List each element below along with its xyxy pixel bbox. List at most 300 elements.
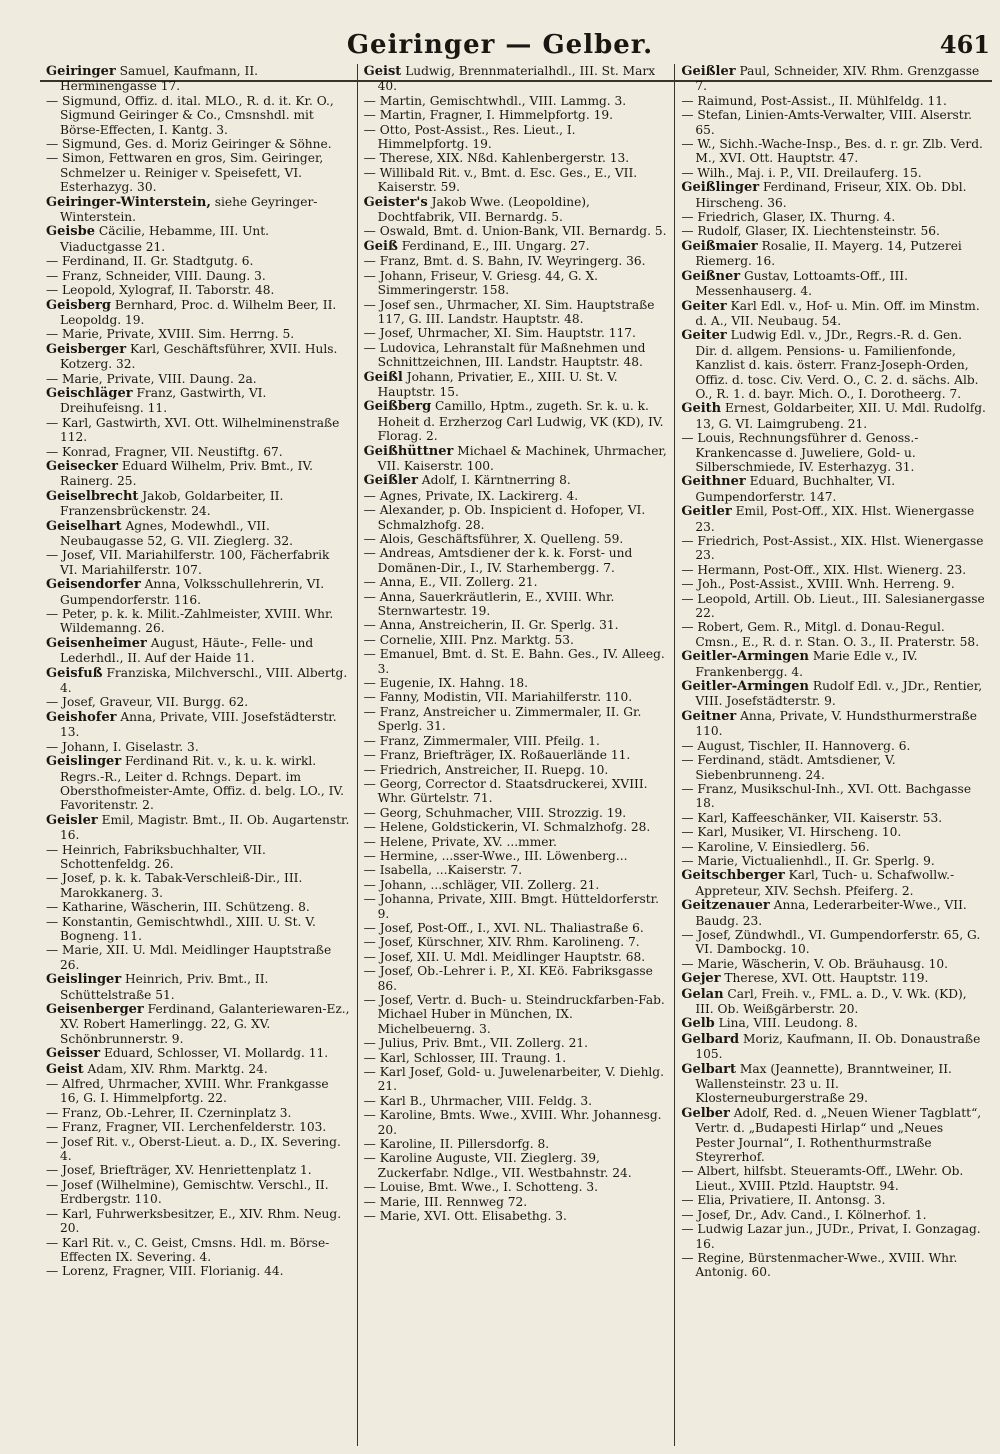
page-header xyxy=(0,22,1000,66)
directory-entry xyxy=(364,950,669,964)
directory-entry xyxy=(46,740,351,754)
directory-entry xyxy=(364,863,669,877)
entry-surname: Gelber xyxy=(681,1105,730,1121)
directory-entry xyxy=(46,459,351,489)
entry-details: — Friedrich, Post-Assist., XIX. Hlst. Wienergasse 23. xyxy=(681,534,984,563)
entry-surname: Geisendorfer xyxy=(46,577,141,593)
entry-details: — Karl Rit. v., C. Geist, Cmsns. Hdl. m. Börse-Effecten IX. Severing. 4. xyxy=(46,1235,330,1264)
directory-entry xyxy=(46,64,351,94)
directory-entry xyxy=(364,964,669,993)
entry-details: Paul, Schneider, XIV. Rhm. Grenzgasse 7. xyxy=(695,64,980,94)
entry-surname: Gejer xyxy=(681,971,721,987)
entry-surname: Geislinger xyxy=(46,754,122,770)
directory-entry xyxy=(364,341,669,370)
directory-entry xyxy=(46,151,351,194)
directory-entry xyxy=(681,1062,986,1106)
directory-entry xyxy=(364,1180,669,1194)
entry-surname: Geißlinger xyxy=(681,180,760,196)
entry-surname: Geiß xyxy=(363,238,398,254)
entry-details: — Friedrich, Glaser, IX. Thurng. 4. xyxy=(681,210,896,225)
entry-details: — Georg, Schuhmacher, VIII. Strozzig. 19. xyxy=(363,805,627,820)
directory-entry xyxy=(46,224,351,254)
entry-details: — Ferdinand, II. Gr. Stadtgutg. 6. xyxy=(46,254,254,269)
directory-entry xyxy=(681,577,986,591)
directory-entry xyxy=(46,754,351,813)
entry-details: — Josef, p. k. k. Tabak-Verschleiß-Dir., III. Marokkanerg. 3. xyxy=(46,871,303,900)
entry-surname: Geißhüttner xyxy=(363,443,454,459)
entry-details: Karl, Tuch- u. Schafwollw.-Appreteur, XIV. Sechsh. Pfeiferg. 2. xyxy=(695,868,955,898)
entry-surname: Geisfuß xyxy=(46,665,103,681)
entry-surname: Geißmaier xyxy=(681,238,758,254)
entry-details: — Josef, Uhrmacher, XI. Sim. Hauptstr. 117. xyxy=(363,326,636,341)
entry-surname: Geiringer-Winterstein, xyxy=(46,194,211,210)
entry-details: — Franz, Anstreicher u. Zimmermaler, II. Gr. Sperlg. 31. xyxy=(363,704,642,734)
entry-details: Rosalie, II. Mayerg. 14, Putzerei Riemerg. 16. xyxy=(695,238,962,269)
directory-entry xyxy=(681,1016,986,1031)
entry-surname: Gelbard xyxy=(681,1031,740,1047)
directory-entry xyxy=(46,519,351,549)
directory-entry xyxy=(364,849,669,863)
directory-entry xyxy=(46,1163,351,1177)
directory-entry xyxy=(364,921,669,935)
directory-entry xyxy=(364,224,669,238)
entry-details: — Julius, Priv. Bmt., VII. Zollerg. 21. xyxy=(363,1036,589,1051)
entry-surname: Geith xyxy=(681,401,722,417)
entry-details: — W., Sichh.-Wache-Insp., Bes. d. r. gr. Zlb. Verd. M., XVI. Ott. Hauptstr. 47. xyxy=(681,137,983,166)
entry-surname: Geißberg xyxy=(363,399,432,415)
entry-surname: Gelbart xyxy=(681,1061,737,1077)
directory-entry xyxy=(46,1002,351,1046)
directory-entry xyxy=(681,620,986,649)
directory-entry xyxy=(364,1051,669,1065)
directory-entry xyxy=(364,1195,669,1209)
directory-entry xyxy=(364,195,669,225)
directory-entry xyxy=(681,563,986,577)
entry-details: — Franz, Briefträger, IX. Roßauerlände 11. xyxy=(363,748,631,763)
entry-details: Marie Edle v., IV. Frankenbergg. 4. xyxy=(695,649,918,679)
entry-surname: Geister's xyxy=(363,194,428,210)
entry-details: — Friedrich, Anstreicher, II. Ruepg. 10. xyxy=(363,762,609,777)
entry-details: Anna, Lederarbeiter-Wwe., VII. Baudg. 23. xyxy=(695,898,967,928)
entry-details: — Johann, ...schläger, VII. Zollerg. 21. xyxy=(363,877,600,892)
entry-surname: Geist xyxy=(363,64,402,79)
entry-details: Agnes, Modewhdl., VII. Neubaugasse 52, G. VII. Zieglerg. 32. xyxy=(60,518,294,548)
entry-details: — Anna, Sauerkräutlerin, E., XVIII. Whr. Sternwartestr. 19. xyxy=(363,589,615,619)
entry-details: Moriz, Kaufmann, II. Ob. Donaustraße 105. xyxy=(695,1031,981,1062)
entry-details: — Josef, Zündwhdl., VI. Gumpendorferstr. 65, G. VI. Dambockg. 10. xyxy=(681,927,981,957)
entry-surname: Geitler-Armingen xyxy=(681,679,810,695)
entry-details: Karl, Geschäftsführer, XVII. Huls. Kotzerg. 32. xyxy=(60,341,338,372)
directory-entry xyxy=(364,835,669,849)
entry-details: — Regine, Bürstenmacher-Wwe., XVIII. Whr. Antonig. 60. xyxy=(681,1250,958,1280)
directory-entry xyxy=(46,1178,351,1207)
entry-details: Camillo, Hptm., zugeth. Sr. k. u. k. Hoheit d. Erzherzog Carl Ludwig, VK (KD), IV. Florag. 2. xyxy=(377,399,664,444)
entry-details: — Konstantin, Gemischtwhdl., XIII. U. St. V. Bogneng. 11. xyxy=(46,914,316,943)
entry-details: — Karl B., Uhrmacher, VIII. Feldg. 3. xyxy=(363,1093,593,1108)
directory-entry xyxy=(364,108,669,122)
entry-details: — Franz, Fragner, VII. Lerchenfelderstr. 103. xyxy=(46,1120,327,1135)
entry-details: Ludwig Edl. v., JDr., Regrs.-R. d. Gen. Dir. d. allgem. Pensions- u. Familienfonde, Kanzlist d. kais. österr. Franz-Joseph-Orden, Offiz. d. tosc. Civ. Verd. O., C. 2. d. sächs. Alb. O., R. 1. d. bayr. Mich. O., I. Dorotheerg. 7. xyxy=(695,328,979,401)
entry-details: — Johanna, Private, XIII. Bmgt. Hütteldorferstr. 9. xyxy=(363,892,659,921)
directory-entry xyxy=(681,504,986,534)
directory-entry xyxy=(46,327,351,341)
directory-entry xyxy=(681,269,986,299)
entry-details: Ludwig, Brennmaterialhdl., III. St. Marx 40. xyxy=(377,64,656,94)
entry-details: — Agnes, Private, IX. Lackirerg. 4. xyxy=(363,488,579,503)
entry-details: Emil, Magistr. Bmt., II. Ob. Augartenstr. 16. xyxy=(60,812,350,843)
directory-entry xyxy=(364,734,669,748)
entry-details: Cäcilie, Hebamme, III. Unt. Viaductgasse 21. xyxy=(60,224,270,254)
directory-entry xyxy=(364,239,669,254)
directory-entry xyxy=(364,1094,669,1108)
entry-surname: Geislinger xyxy=(46,972,122,988)
directory-entry xyxy=(681,137,986,166)
directory-entry xyxy=(364,1209,669,1223)
entry-details: — Louise, Bmt. Wwe., I. Schotteng. 3. xyxy=(363,1180,599,1195)
entry-details: August, Häute-, Felle- und Lederhdl., II. Auf der Haide 11. xyxy=(60,635,314,666)
directory-entry xyxy=(681,1208,986,1222)
entry-surname: Geishofer xyxy=(46,709,117,725)
entry-details: — Marie, XII. U. Mdl. Meidlinger Hauptstraße 26. xyxy=(46,943,332,972)
directory-entry xyxy=(681,840,986,854)
entry-details: — Marie, III. Rennweg 72. xyxy=(363,1194,528,1209)
directory-entry xyxy=(681,1222,986,1251)
directory-entry xyxy=(364,633,669,647)
directory-entry xyxy=(364,444,669,474)
entry-details: — Josef, Graveur, VII. Burgg. 62. xyxy=(46,695,249,710)
directory-entry xyxy=(46,298,351,328)
entry-surname: Geitschberger xyxy=(681,868,785,884)
directory-entry xyxy=(46,386,351,416)
entry-details: — Karl, Musiker, VI. Hirscheng. 10. xyxy=(681,825,902,840)
directory-entry xyxy=(46,1106,351,1120)
entry-details: — Leopold, Artill. Ob. Lieut., III. Salesianergasse 22. xyxy=(681,591,985,621)
directory-entry xyxy=(681,299,986,329)
directory-entry xyxy=(364,892,669,921)
entry-details: Anna, Private, VIII. Josefstädterstr. 13. xyxy=(60,709,337,740)
entry-details: — Franz, Ob.-Lehrer, II. Czerninplatz 3. xyxy=(46,1105,292,1120)
directory-entry xyxy=(364,298,669,327)
entry-details: — Marie, XVI. Ott. Elisabethg. 3. xyxy=(363,1209,567,1224)
directory-entry xyxy=(681,782,986,811)
entry-details: — Isabella, ...Kaiserstr. 7. xyxy=(363,863,523,878)
entry-surname: Geiringer xyxy=(46,64,116,79)
directory-entry xyxy=(46,342,351,372)
entry-details: — Marie, Private, VIII. Daung. 2a. xyxy=(46,371,257,386)
entry-details: Max (Jeannette), Branntweiner, II. Wallensteinstr. 23 u. II. Klosterneuburgerstraße 29. xyxy=(695,1061,952,1106)
directory-entry xyxy=(46,195,351,225)
directory-entry xyxy=(364,618,669,632)
entry-details: Samuel, Kaufmann, II. Herminengasse 17. xyxy=(60,64,259,94)
directory-entry xyxy=(681,224,986,238)
directory-entry xyxy=(681,971,986,986)
entry-surname: Geitner xyxy=(681,708,737,724)
entry-details: — Karoline, II. Pillersdorfg. 8. xyxy=(363,1137,550,1152)
directory-entry xyxy=(46,871,351,900)
entry-details: — Peter, p. k. k. Milit.-Zahlmeister, XVIII. Whr. Wildemanng. 26. xyxy=(46,607,334,636)
entry-details: — Ludovica, Lehranstalt für Maßnehmen und Schnittzeichnen, III. Landstr. Hauptstr. 48. xyxy=(363,340,646,370)
directory-entry xyxy=(46,636,351,666)
entry-details: — Martin, Fragner, I. Himmelpfortg. 19. xyxy=(363,108,613,123)
directory-entry xyxy=(46,548,351,577)
directory-entry xyxy=(364,1137,669,1151)
directory-entry xyxy=(681,709,986,739)
directory-entry xyxy=(364,575,669,589)
directory-entry xyxy=(364,123,669,152)
entry-details: — Karoline Auguste, VII. Zieglerg. 39, Zuckerfabr. Ndlge., VII. Westbahnstr. 24. xyxy=(363,1151,632,1180)
directory-entry xyxy=(681,166,986,180)
directory-entry xyxy=(46,666,351,696)
directory-entry xyxy=(681,987,986,1017)
entry-details: — Alfred, Uhrmacher, XVIII. Whr. Frankgasse 16, G. I. Himmelpfortg. 22. xyxy=(46,1077,329,1106)
entry-details: Therese, XVI. Ott. Hauptstr. 119. xyxy=(724,971,929,986)
directory-entry xyxy=(364,532,669,546)
entry-surname: Geisberg xyxy=(46,297,111,313)
entry-details: — Josef, Vertr. d. Buch- u. Steindruckfarben-Fab. Michael Huber in München, IX. Michelbeuerng. 3. xyxy=(363,993,665,1036)
directory-entry xyxy=(364,993,669,1036)
entry-details: Adolf, Red. d. „Neuen Wiener Tagblatt“, Vertr. d. „Budapesti Hirlap“ und „Neues Pester Journal“, I. Rothenthurmstraße Steyrerhof. xyxy=(695,1105,982,1165)
entry-details: — Martin, Gemischtwhdl., VIII. Lammg. 3. xyxy=(363,93,627,108)
directory-entry xyxy=(681,401,986,431)
directory-entry xyxy=(364,676,669,690)
entry-details: — Andreas, Amtsdiener der k. k. Forst- und Domänen-Dir., I., IV. Starhembergg. 7. xyxy=(363,546,633,575)
entry-details: — Rudolf, Glaser, IX. Liechtensteinstr. 56. xyxy=(681,224,940,239)
entry-surname: Geisenheimer xyxy=(46,635,147,651)
directory-entry xyxy=(46,283,351,297)
directory-entry xyxy=(364,748,669,762)
entry-details: — Heinrich, Fabriksbuchhalter, VII. Schottenfeldg. 26. xyxy=(46,842,266,871)
entry-details: — Karl, Gastwirth, XVI. Ott. Wilhelminenstraße 112. xyxy=(46,415,340,445)
directory-entry xyxy=(46,1046,351,1061)
directory-entry xyxy=(364,763,669,777)
entry-surname: Geißner xyxy=(681,268,741,284)
directory-entry xyxy=(681,64,986,94)
directory-entry xyxy=(46,710,351,740)
entry-details: — Stefan, Linien-Amts-Verwalter, VIII. Alserstr. 65. xyxy=(681,108,973,137)
entry-details: — Ferdinand, städt. Amtsdiener, V. Siebenbrunneng. 24. xyxy=(681,753,896,782)
entry-details: Emil, Post-Off., XIX. Hlst. Wienergasse 23. xyxy=(695,504,975,534)
directory-entry xyxy=(46,577,351,607)
entry-details: Anna, Volksschullehrerin, VI. Gumpendorferstr. 116. xyxy=(60,577,325,607)
directory-entry xyxy=(681,649,986,679)
entry-details: Heinrich, Priv. Bmt., II. Schüttelstraße 51. xyxy=(60,972,269,1002)
entry-details: — Sigmund, Offiz. d. ital. MLO., R. d. it. Kr. O., Sigmund Geiringer & Co., Cmsnshdl. mit Börse-Effecten, I. Kantg. 3. xyxy=(46,93,334,137)
entry-surname: Gelb xyxy=(681,1016,715,1032)
entry-details: — Therese, XIX. Nßd. Kahlenbergerstr. 13. xyxy=(363,151,630,166)
entry-details: — Johann, Friseur, V. Griesg. 44, G. X. Simmeringerstr. 158. xyxy=(363,268,598,298)
entry-surname: Geisecker xyxy=(46,458,118,474)
directory-entry xyxy=(681,108,986,137)
entry-details: — Josef sen., Uhrmacher, XI. Sim. Hauptstraße 117, G. III. Landstr. Hauptstr. 48. xyxy=(363,297,655,326)
entry-details: Ferdinand Rit. v., k. u. k. wirkl. Regrs.-R., Leiter d. Rchngs. Depart. im Obersthofmeister-Amte, Offiz. d. belg. LO., IV. Favoritenstr. 2. xyxy=(60,754,344,813)
entry-details: — Karl Josef, Gold- u. Juwelenarbeiter, V. Diehlg. 21. xyxy=(363,1065,664,1094)
entry-details: — Joh., Post-Assist., XVIII. Wnh. Herreng. 9. xyxy=(681,577,955,592)
entry-details: — August, Tischler, II. Hannoverg. 6. xyxy=(681,738,911,753)
directory-entry xyxy=(681,534,986,563)
directory-entry xyxy=(46,1236,351,1265)
entry-details: Karl Edl. v., Hof- u. Min. Off. im Minstm. d. A., VII. Neubaug. 54. xyxy=(695,298,980,328)
entry-details: — Karl, Fuhrwerksbesitzer, E., XIV. Rhm. Neug. 20. xyxy=(46,1206,342,1236)
entry-details: — Anna, Anstreicherin, II. Gr. Sperlg. 31. xyxy=(363,618,619,633)
directory-entry xyxy=(681,1251,986,1280)
entry-surname: Geisser xyxy=(46,1046,101,1062)
entry-surname: Geiter xyxy=(681,298,727,314)
entry-details: Ferdinand, Galanteriewaren-Ez., XV. Robert Hamerlingg. 22, G. XV. Schönbrunnerstr. 9. xyxy=(60,1002,350,1046)
entry-details: Ferdinand, E., III. Ungarg. 27. xyxy=(401,238,590,253)
entry-details: Adolf, I. Kärntnerring 8. xyxy=(421,473,571,488)
directory-entry xyxy=(46,843,351,872)
directory-entry xyxy=(46,254,351,268)
directory-entry xyxy=(364,473,669,488)
directory-entry xyxy=(681,239,986,269)
entry-details: Jakob Wwe. (Leopoldine), Dochtfabrik, VII. Bernardg. 5. xyxy=(377,194,590,225)
directory-entry xyxy=(364,166,669,195)
directory-entry xyxy=(364,546,669,575)
entry-surname: Geisberger xyxy=(46,341,127,357)
entry-details: — Leopold, Xylograf, II. Taborstr. 48. xyxy=(46,283,275,298)
directory-entry xyxy=(46,915,351,944)
entry-details: — Karoline, Bmts. Wwe., XVIII. Whr. Johannesg. 20. xyxy=(363,1108,662,1137)
directory-entry xyxy=(681,868,986,898)
entry-details: — Josef Rit. v., Oberst-Lieut. a. D., IX. Severing. 4. xyxy=(46,1134,341,1164)
directory-entry xyxy=(364,1151,669,1180)
directory-entry xyxy=(364,503,669,532)
entry-details: Michael & Machinek, Uhrmacher, VII. Kaiserstr. 100. xyxy=(377,443,667,473)
entry-details: — Karl, Schlosser, III. Traung. 1. xyxy=(363,1050,567,1065)
entry-details: — Ludwig Lazar jun., JUDr., Privat, I. Gonzagag. 16. xyxy=(681,1222,981,1251)
entry-surname: Geist xyxy=(46,1061,84,1077)
directory-entry xyxy=(46,445,351,459)
entry-details: Ernest, Goldarbeiter, XII. U. Mdl. Rudolfg. 13, G. VI. Laimgrubeng. 21. xyxy=(695,401,986,431)
directory-entry xyxy=(681,474,986,504)
directory-entry xyxy=(46,1207,351,1236)
entry-details: — Katharine, Wäscherin, III. Schützeng. 8. xyxy=(46,900,310,915)
entry-details: Franziska, Milchverschl., VIII. Albertg. 4. xyxy=(60,665,348,696)
directory-entry xyxy=(46,94,351,137)
directory-entry xyxy=(46,943,351,972)
directory-entry xyxy=(46,1135,351,1164)
entry-surname: Geithner xyxy=(681,474,746,490)
directory-entry xyxy=(364,1036,669,1050)
directory-entry xyxy=(681,679,986,709)
directory-entry xyxy=(46,137,351,151)
entry-details: — Otto, Post-Assist., Res. Lieut., I. Himmelpfortg. 19. xyxy=(363,122,576,152)
directory-entry xyxy=(681,1193,986,1207)
column-3 xyxy=(674,64,992,1446)
entry-details: — Marie, Victualienhdl., II. Gr. Sperlg. 9. xyxy=(681,853,935,868)
directory-entry xyxy=(364,647,669,676)
entry-details: — Elia, Privatiere, II. Antonsg. 3. xyxy=(681,1193,886,1208)
directory-entry xyxy=(364,399,669,443)
entry-details: — Hermine, ...sser-Wwe., III. Löwenberg... xyxy=(363,848,628,863)
entry-details: Franz, Gastwirth, VI. Dreihufeisng. 11. xyxy=(60,385,267,416)
directory-entry xyxy=(364,254,669,268)
directory-entry xyxy=(364,94,669,108)
directory-entry xyxy=(364,1065,669,1094)
entry-details: — Lorenz, Fragner, VIII. Florianig. 44. xyxy=(46,1264,284,1279)
entry-details: siehe Geyringer-Winterstein. xyxy=(60,194,318,225)
entry-surname: Geißl xyxy=(363,369,403,385)
entry-details: — Simon, Fettwaren en gros, Sim. Geiringer, Schmelzer u. Reiniger v. Speisefett, VI. Esterhazyg. 30. xyxy=(46,151,324,195)
directory-entry xyxy=(364,690,669,704)
entry-details: — Cornelie, XIII. Pnz. Marktg. 53. xyxy=(363,632,574,647)
entry-details: — Alexander, p. Ob. Inspicient d. Hofoper, VI. Schmalzhofg. 28. xyxy=(363,503,646,532)
entry-details: — Konrad, Fragner, VII. Neustiftg. 67. xyxy=(46,444,283,459)
entry-details: — Helene, Goldstickerin, VI. Schmalzhofg. 28. xyxy=(363,820,651,835)
directory-entry xyxy=(46,607,351,636)
directory-entry xyxy=(364,590,669,619)
entry-details: — Franz, Musikschul-Inh., XVI. Ott. Bachgasse 18. xyxy=(681,781,972,811)
entry-details: Rudolf Edl. v., JDr., Rentier, VIII. Josefstädterstr. 9. xyxy=(695,679,983,709)
entry-details: — Raimund, Post-Assist., II. Mühlfeldg. 11. xyxy=(681,93,947,108)
directory-columns xyxy=(40,64,992,1446)
directory-entry xyxy=(681,328,986,401)
directory-entry xyxy=(46,1120,351,1134)
entry-details: — Fanny, Modistin, VII. Mariahilferstr. 110. xyxy=(363,690,633,705)
directory-entry xyxy=(46,269,351,283)
entry-details: — Josef, VII. Mariahilferstr. 100, Fächerfabrik VI. Mariahilferstr. 107. xyxy=(46,548,330,577)
directory-entry xyxy=(364,64,669,94)
directory-entry xyxy=(46,1062,351,1077)
directory-entry xyxy=(681,1032,986,1062)
directory-entry xyxy=(364,820,669,834)
entry-details: Lina, VIII. Leudong. 8. xyxy=(718,1016,858,1031)
directory-entry xyxy=(46,489,351,519)
directory-entry xyxy=(364,370,669,400)
directory-entry xyxy=(46,972,351,1002)
entry-details: — Helene, Private, XV. ...mmer. xyxy=(363,834,557,849)
page-number: 461 xyxy=(939,30,990,59)
entry-details: Johann, Privatier, E., XIII. U. St. V. Hauptstr. 15. xyxy=(377,369,618,399)
entry-details: — Georg, Corrector d. Staatsdruckerei, XVIII. Whr. Gürtelstr. 71. xyxy=(363,776,648,806)
directory-entry xyxy=(681,1106,986,1165)
directory-entry xyxy=(46,416,351,445)
entry-details: — Franz, Bmt. d. S. Bahn, IV. Weyringerg. 36. xyxy=(363,254,646,269)
entry-details: — Robert, Gem. R., Mitgl. d. Donau-Regul. Cmsn., E., R. d. r. Stan. O. 3., II. Praterstr. 58. xyxy=(681,620,980,649)
entry-surname: Geisenberger xyxy=(46,1002,144,1017)
entry-surname: Geitzenauer xyxy=(681,898,770,914)
directory-entry xyxy=(364,878,669,892)
directory-entry xyxy=(364,489,669,503)
entry-details: — Franz, Zimmermaler, VIII. Pfeilg. 1. xyxy=(363,733,600,748)
entry-details: — Josef, Ob.-Lehrer i. P., XI. KEö. Fabriksgasse 86. xyxy=(363,964,653,993)
entry-details: — Franz, Schneider, VIII. Daung. 3. xyxy=(46,268,266,283)
directory-entry xyxy=(46,695,351,709)
directory-entry xyxy=(681,957,986,971)
directory-entry xyxy=(46,1264,351,1278)
entry-details: Anna, Private, V. Hundsthurmerstraße 110. xyxy=(695,708,977,739)
directory-entry xyxy=(681,180,986,210)
entry-details: Jakob, Goldarbeiter, II. Franzensbrückenstr. 24. xyxy=(60,488,284,519)
entry-details: — Alois, Geschäftsführer, X. Quelleng. 59. xyxy=(363,532,624,546)
entry-details: — Karl, Kaffeeschänker, VII. Kaiserstr. 53. xyxy=(681,810,943,825)
entry-surname: Geißler xyxy=(363,473,418,489)
entry-details: Adam, XIV. Rhm. Marktg. 24. xyxy=(87,1061,268,1076)
entry-details: — Louis, Rechnungsführer d. Genoss.-Krankencasse d. Juweliere, Gold- u. Silberschmiede, IV. Esterhazyg. 31. xyxy=(681,431,919,474)
directory-entry xyxy=(681,825,986,839)
entry-surname: Geitler xyxy=(681,504,732,520)
entry-surname: Geischläger xyxy=(46,385,133,401)
entry-details: — Josef, Kürschner, XIV. Rhm. Karolineng. 7. xyxy=(363,935,640,950)
entry-surname: Geisbe xyxy=(46,224,95,240)
entry-details: Gustav, Lottoamts-Off., III. Messenhauserg. 4. xyxy=(695,268,908,299)
directory-entry xyxy=(681,210,986,224)
directory-entry xyxy=(364,777,669,806)
entry-details: — Wilh., Maj. i. P., VII. Dreilauferg. 15. xyxy=(681,165,922,180)
entry-surname: Geisler xyxy=(46,812,98,828)
entry-details: — Eugenie, IX. Hahng. 18. xyxy=(363,676,528,691)
entry-details: — Hermann, Post-Off., XIX. Hlst. Wienerg. 23. xyxy=(681,562,967,577)
